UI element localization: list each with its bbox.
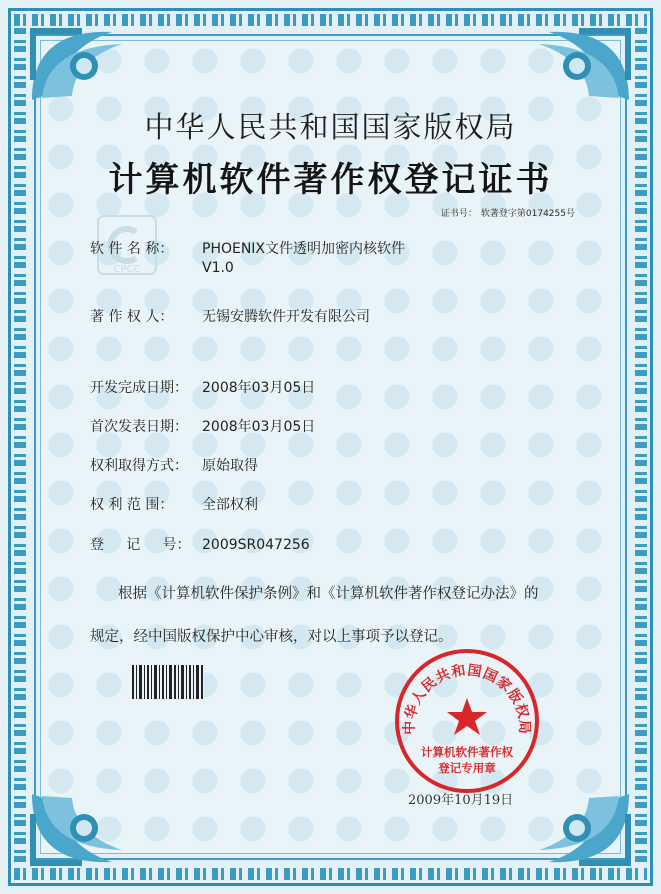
field-value: 2009SR047256 [202, 537, 310, 553]
field-label: 权 利 范 围： [90, 497, 174, 513]
field-dev-completion-date [90, 377, 315, 397]
statement-line-2: 规定，经中国版权保护中心审核，对以上事项予以登记。 [90, 629, 453, 645]
official-seal-icon [392, 646, 542, 796]
field-rights-scope [90, 494, 258, 514]
field-value: 2008年03月05日 [202, 380, 316, 396]
field-software-name [90, 238, 405, 276]
field-label: 著 作 权 人： [90, 309, 174, 325]
field-value: PHOENIX文件透明加密内核软件 [202, 241, 406, 257]
field-rights-acquisition [90, 455, 258, 475]
seal-line-1: 计算机软件著作权 [421, 745, 513, 759]
field-label: 登 记 号： [90, 537, 191, 553]
field-label: 权利取得方式： [90, 458, 188, 474]
field-registration-no [90, 534, 310, 554]
certificate-title: 计算机软件著作权登记证书 [108, 160, 553, 200]
corner-ornament-icon [519, 784, 639, 874]
field-first-publish-date [90, 416, 315, 436]
field-version: V1.0 [202, 260, 234, 276]
watermark-text: CPCC [113, 264, 141, 275]
corner-ornament-icon [22, 784, 142, 874]
statement-line-1: 根据《计算机软件保护条例》和《计算机软件著作权登记办法》的 [118, 586, 539, 602]
corner-ornament-icon [519, 20, 639, 110]
certificate-number [437, 206, 575, 219]
field-value: 原始取得 [202, 458, 258, 474]
barcode-icon [132, 665, 204, 699]
field-value: 2008年03月05日 [202, 419, 316, 435]
issuing-authority: 中华人民共和国国家版权局 [144, 110, 517, 144]
field-copyright-owner [90, 306, 370, 326]
field-label: 开发完成日期： [90, 380, 188, 396]
seal-line-2: 登记专用章 [438, 761, 496, 775]
seal-ring-text: 中华人民共和国国家版权局 [401, 662, 533, 735]
corner-ornament-icon [22, 20, 142, 110]
certificate-number-value: 软著登字第0174255号 [480, 209, 575, 219]
field-value: 无锡安腾软件开发有限公司 [202, 309, 370, 325]
field-label: 软 件 名 称： [90, 241, 174, 257]
field-value: 全部权利 [202, 497, 258, 513]
certificate-number-label: 证书号： [440, 209, 477, 219]
field-label: 首次发表日期： [90, 419, 188, 435]
issue-date: 2009年10月19日 [408, 793, 514, 808]
